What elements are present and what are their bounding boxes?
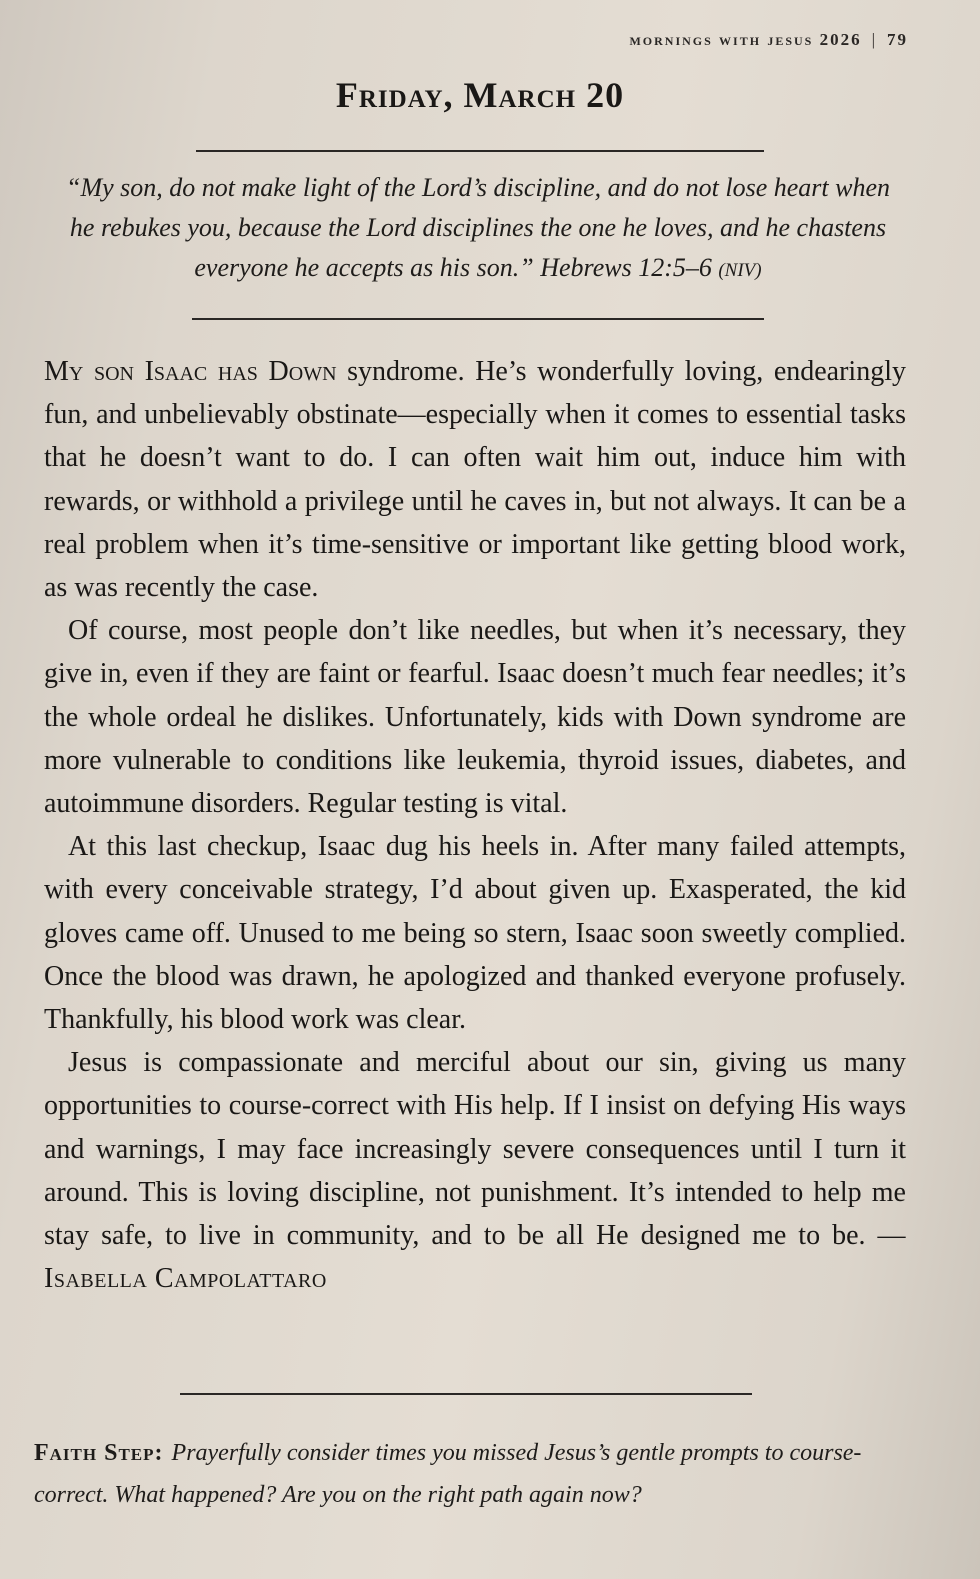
running-head-separator: | [871,30,877,49]
scripture-block [58,168,898,291]
date-heading: Friday, March 20 [335,75,625,115]
author-signature: —Isabella Campolattaro [44,1220,906,1295]
lead-in: My son Isaac has Down [44,356,337,387]
devotional-body [44,350,906,1300]
body-paragraph-3: At this last checkup, Isaac dug his heels in. After many failed attempts, with every conceivable strategy, I’d about given up. Exasperated, the kid gloves came off. Unused to me being so stern, Isaac soon sweetly complied. Once the blood was drawn, he apologized and thanked everyone profusely. Thankfully, his blood work was clear. [44,831,906,1036]
faith-step-label: Faith Step: [34,1440,164,1466]
scripture-quote: “My son, do not make light of the Lord’s discipline, and do not lose heart when he rebukes you, because the Lord disciplines the one he loves, and he chastens everyone he accepts as his son.” [65,173,890,282]
faith-step-text: Prayerfully consider times you missed Jesus’s gentle prompts to course-correct. What happened? Are you on the right path again now? [34,1440,862,1508]
divider-rule-middle [192,318,764,320]
faith-step [34,1432,914,1516]
page-number: 79 [887,30,908,49]
divider-rule-bottom [180,1393,752,1395]
running-head [629,30,908,50]
running-head-title: mornings with jesus 2026 [629,30,862,49]
divider-rule-top [196,150,764,152]
body-paragraph-2: Of course, most people don’t like needles, but when it’s necessary, they give in, even if they are faint or fearful. Isaac doesn’t much fear needles; it’s the whole ordeal he dislikes. Unfortunately, kids with Down syndrome are more vulnerable to conditions like leukemia, thyroid issues, diabetes, and autoimmune disorders. Regular testing is vital. [44,615,906,820]
paragraph-1-text: syndrome. He’s wonderfully loving, endearingly fun, and unbelievably obstinate—especially when it comes to essential tasks that he doesn’t want to do. I can often wait him out, induce him with rewards, or withhold a privilege until he caves in, but not always. It can be a real problem when it’s time-sensitive or important like getting blood work, as was recently the case. [44,356,906,604]
body-paragraph-4 [44,1041,906,1300]
scripture-reference: Hebrews 12:5–6 [540,253,712,282]
paragraph-4-text: Jesus is compassionate and merciful about our sin, giving us many opportunities to course-correct with His help. If I insist on defying His ways and warnings, I may face increasingly severe consequences until I turn it around. This is loving discipline, not punishment. It’s intended to help me stay safe, to live in community, and to be all He designed me to be. [44,1047,906,1252]
body-paragraph-1 [44,350,906,609]
scripture-version: (NIV) [718,260,762,281]
